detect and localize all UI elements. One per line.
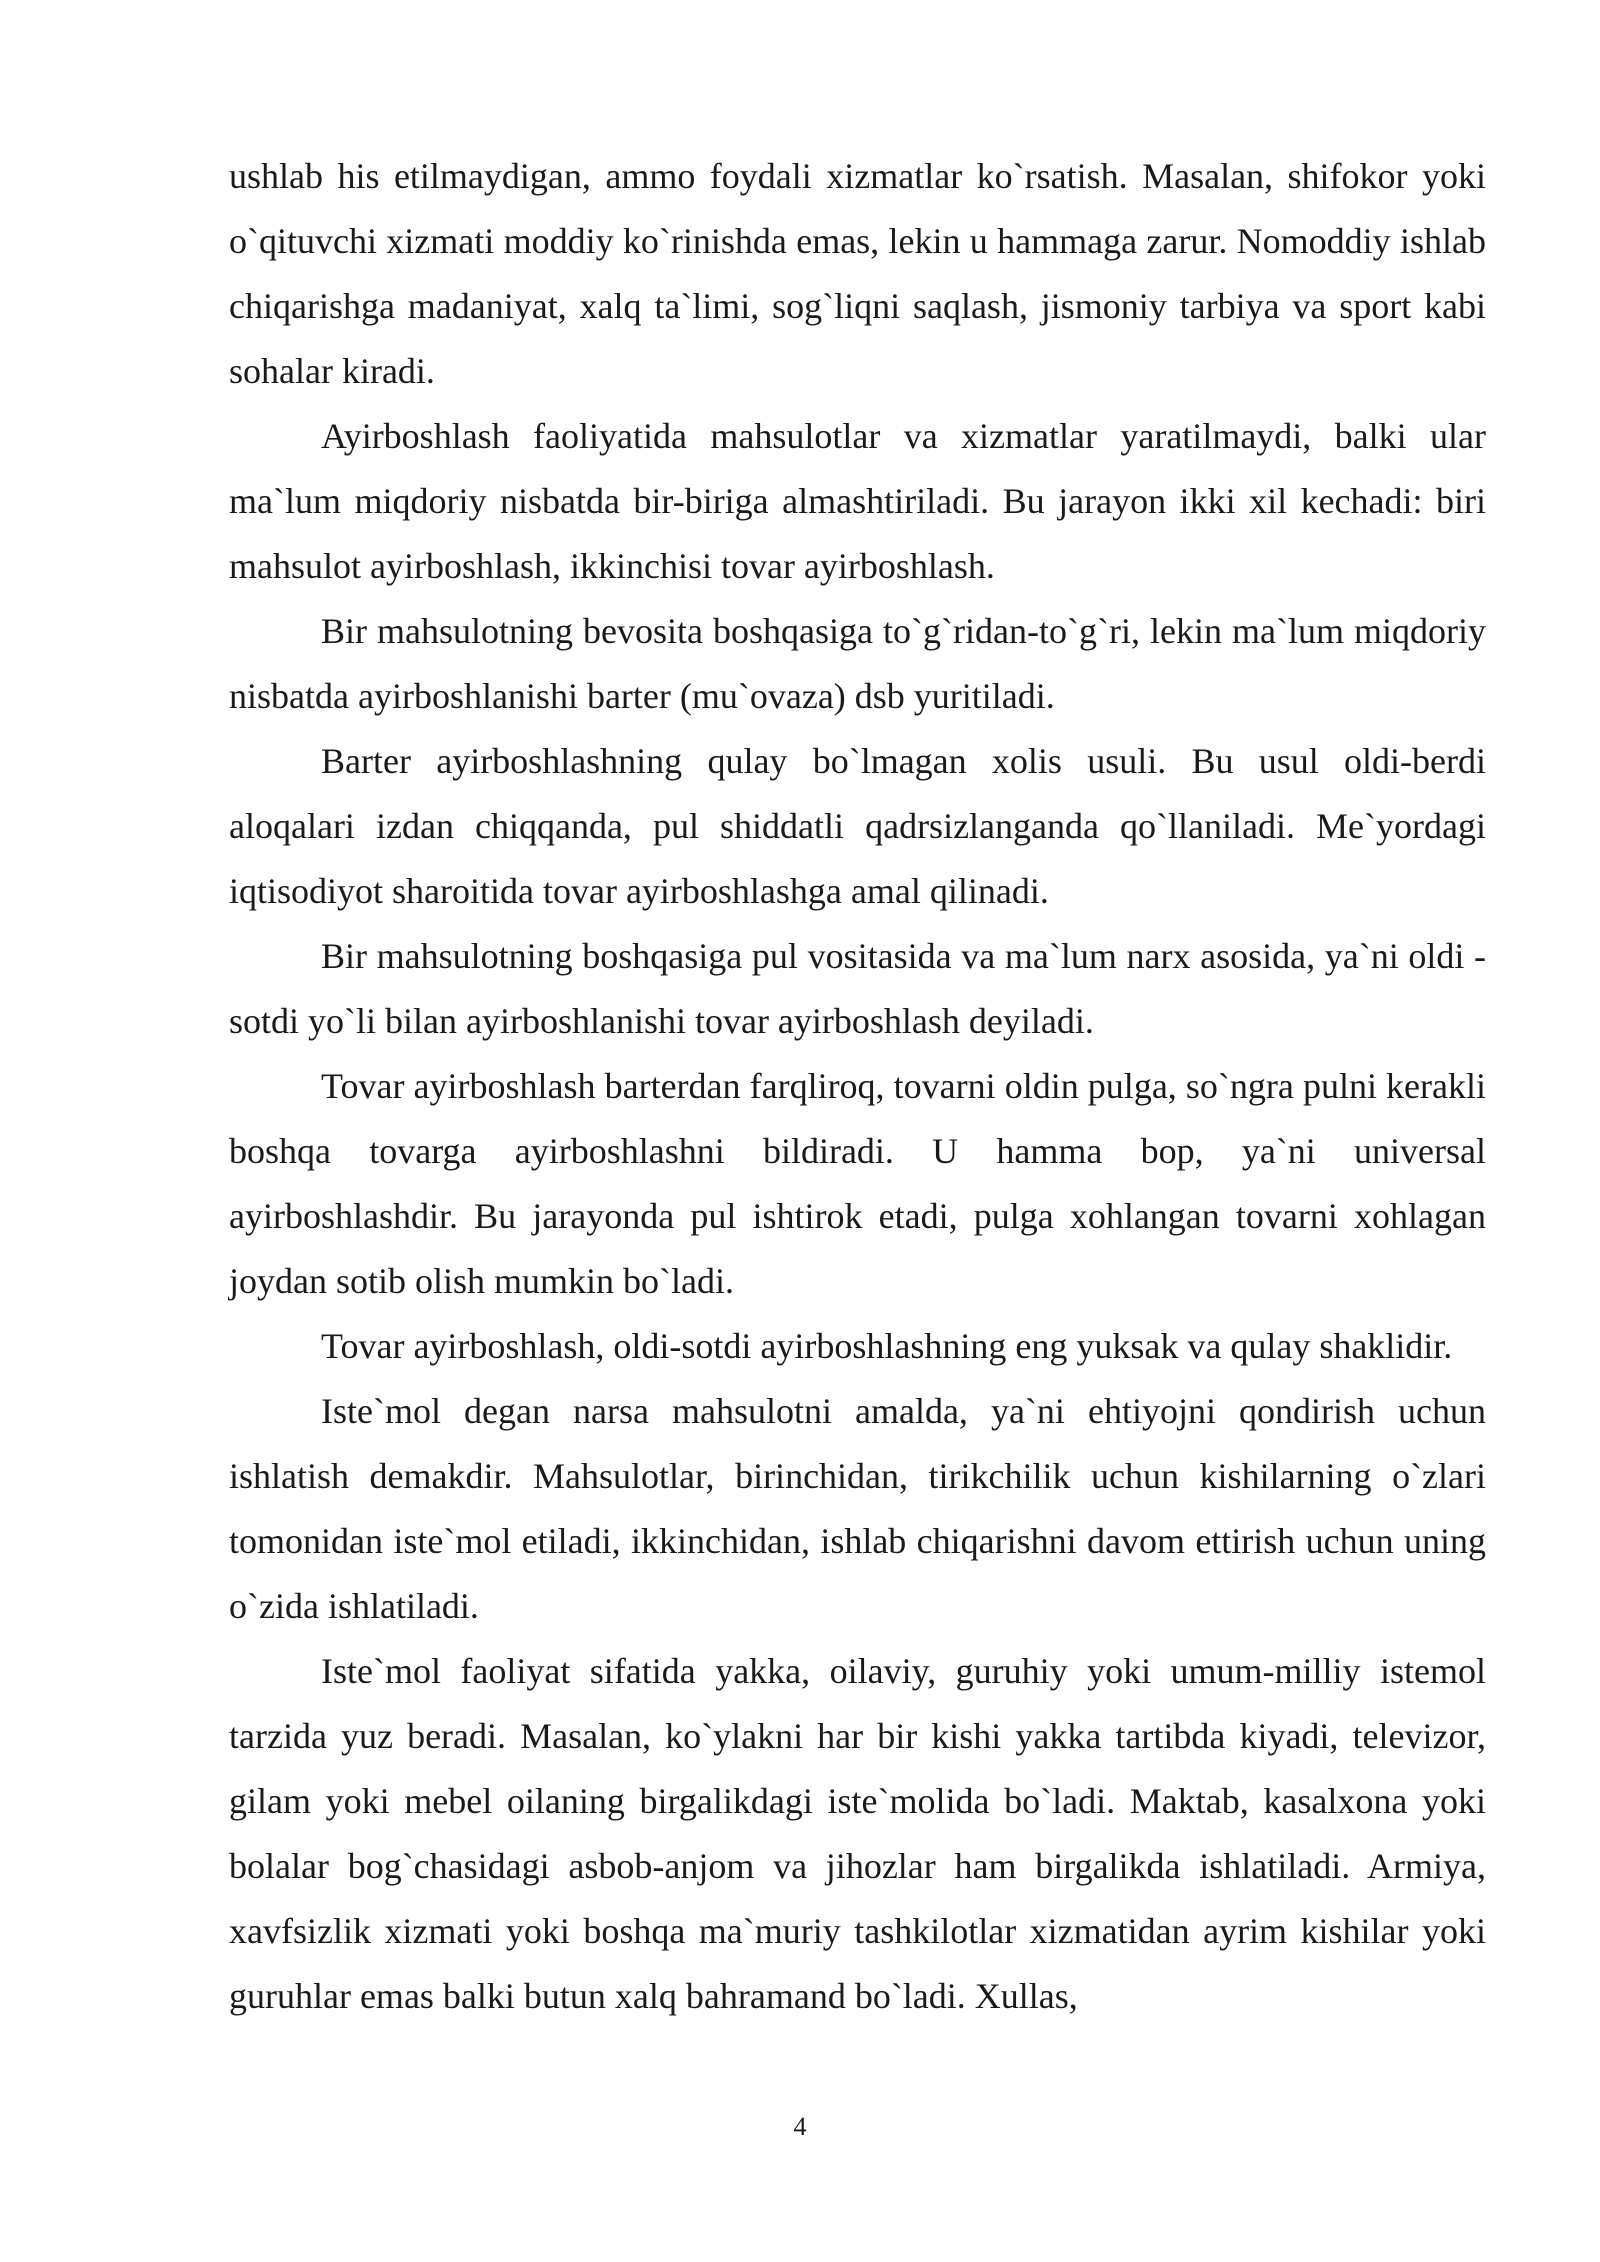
paragraph-3: Bir mahsulotning bevosita boshqasiga to`g`ridan-to`g`ri, lekin ma`lum miqdoriy nisbatda ayirboshlanishi barter (mu`ovaza) dsb yuritiladi. [229,611,1486,716]
page-number: 4 [793,2112,807,2141]
document-body [229,144,1486,2029]
paragraph-7: Tovar ayirboshlash, oldi-sotdi ayirboshlashning eng yuksak va qulay shaklidir. [321,1326,1453,1366]
paragraph-1: ushlab his etilmaydigan, ammo foydali xizmatlar ko`rsatish. Masalan, shifokor yoki o`qituvchi xizmati moddiy ko`rinishda emas, lekin u hammaga zarur. Nomoddiy ishlab chiqarishga madaniyat, xalq ta`limi, sog`liqni saqlash, jismoniy tarbiya va sport kabi sohalar kiradi. [229,156,1486,391]
paragraph-6: Tovar ayirboshlash barterdan farqliroq, tovarni oldin pulga, so`ngra pulni kerakli boshqa tovarga ayirboshlashni bildiradi. U hamma bop, ya`ni universal ayirboshlashdir. Bu jarayonda pul ishtirok etadi, pulga xohlangan tovarni xohlagan joydan sotib olish mumkin bo`ladi. [229,1066,1486,1301]
paragraph-4: Barter ayirboshlashning qulay bo`lmagan xolis usuli. Bu usul oldi-berdi aloqalari izdan chiqqanda, pul shiddatli qadrsizlanganda qo`llaniladi. Me`yordagi iqtisodiyot sharoitida tovar ayirboshlashga amal qilinadi. [229,741,1486,911]
paragraph-2: Ayirboshlash faoliyatida mahsulotlar va xizmatlar yaratilmaydi, balki ular ma`lum miqdoriy nisbatda bir-biriga almashtiriladi. Bu jarayon ikki xil kechadi: biri mahsulot ayirboshlash, ikkinchisi tovar ayirboshlash. [229,416,1486,586]
paragraph-8: Iste`mol degan narsa mahsulotni amalda, ya`ni ehtiyojni qondirish uchun ishlatish demakdir. Mahsulotlar, birinchidan, tirikchilik uchun kishilarning o`zlari tomonidan iste`mol etiladi, ikkinchidan, ishlab chiqarishni davom ettirish uchun uning o`zida ishlatiladi. [229,1391,1486,1626]
paragraph-5: Bir mahsulotning boshqasiga pul vositasida va ma`lum narx asosida, ya`ni oldi - sotdi yo`li bilan ayirboshlanishi tovar ayirboshlash deyiladi. [229,936,1486,1041]
paragraph-9: Iste`mol faoliyat sifatida yakka, oilaviy, guruhiy yoki umum-milliy istemol tarzida yuz beradi. Masalan, ko`ylakni har bir kishi yakka tartibda kiyadi, televizor, gilam yoki mebel oilaning birgalikdagi iste`molida bo`ladi. Maktab, kasalxona yoki bolalar bog`chasidagi asbob-anjom va jihozlar ham birgalikda ishlatiladi. Armiya, xavfsizlik xizmati yoki boshqa ma`muriy tashkilotlar xizmatidan ayrim kishilar yoki guruhlar emas balki butun xalq bahramand bo`ladi. Xullas, [229,1651,1486,2016]
